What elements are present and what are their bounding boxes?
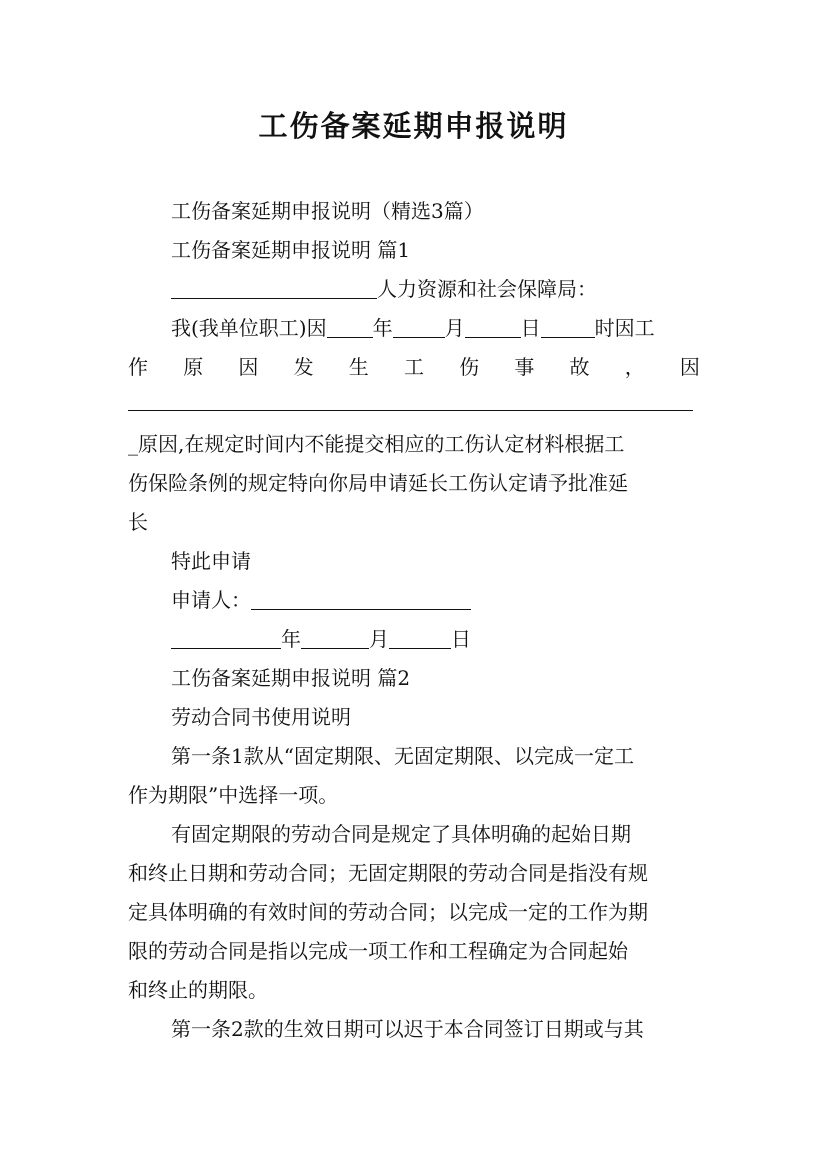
para1-line1: 第一条1款从“固定期限、无固定期限、以完成一定工 [171,744,634,768]
body1-line4: 伤保险条例的规定特向你局申请延长工伤认定请予批准延 [128,471,628,495]
justified-char: ， [624,355,645,379]
justified-char: 因 [238,355,259,379]
justified-char: 生 [348,355,369,379]
part2-subheading: 劳动合同书使用说明 [171,705,351,729]
body1-line3: _原因,在规定时间内不能提交相应的工伤认定材料根据工 [128,432,625,456]
document-title: 工伤备案延期申报说明 [258,109,569,143]
addressee-line [171,275,700,303]
date-month-blank [301,628,369,649]
body1-line2 [128,353,700,381]
body1-day: 日 [520,316,541,340]
para2-line1: 有固定期限的劳动合同是规定了具体明确的起始日期 [171,822,631,846]
reason-blank-line [128,410,693,411]
para2-line5: 和终止的期限。 [128,978,268,1002]
date-line [171,625,700,653]
justified-char: 发 [293,355,314,379]
body1-year: 年 [372,316,393,340]
day-blank [465,317,521,338]
para3-line1: 第一条2款的生效日期可以迟于本合同签订日期或与其 [171,1017,644,1041]
body1-month: 月 [444,316,465,340]
applicant-label: 申请人： [171,588,251,612]
part1-heading: 工伤备案延期申报说明 篇1 [171,238,411,262]
para2-line3: 定具体明确的有效时间的劳动合同；以完成一定的工作为期 [128,900,648,924]
para1-line2: 作为期限”中选择一项。 [128,783,339,807]
justified-char: 作 [128,355,148,379]
date-year-blank [171,628,281,649]
addressee-blank [171,278,377,299]
body1-line5: 长 [128,510,148,534]
justified-char: 因 [679,355,700,379]
justified-char: 事 [514,355,535,379]
year-blank [327,317,373,338]
body1-line1 [171,314,700,342]
addressee-suffix: 人力资源和社会保障局： [377,277,597,301]
date-year: 年 [281,627,301,651]
hour-blank [541,317,595,338]
closing: 特此申请 [171,549,251,573]
justified-char: 故 [569,355,590,379]
date-day: 日 [451,627,471,651]
justified-char: 伤 [459,355,480,379]
month-blank [393,317,445,338]
date-month: 月 [369,627,389,651]
justified-char: 工 [403,355,424,379]
justified-char: 原 [183,355,204,379]
body1-tail: 时因工 [594,316,655,340]
para2-line4: 限的劳动合同是指以完成一项工作和工程确定为合同起始 [128,939,628,963]
body1-start: 我(我单位职工)因 [171,316,327,340]
subtitle: 工伤备案延期申报说明（精选3篇） [171,199,484,223]
para2-line2: 和终止日期和劳动合同；无固定期限的劳动合同是指没有规 [128,861,648,885]
applicant-blank [251,589,471,610]
date-day-blank [389,628,451,649]
applicant-line [171,586,700,614]
part2-heading: 工伤备案延期申报说明 篇2 [171,666,411,690]
